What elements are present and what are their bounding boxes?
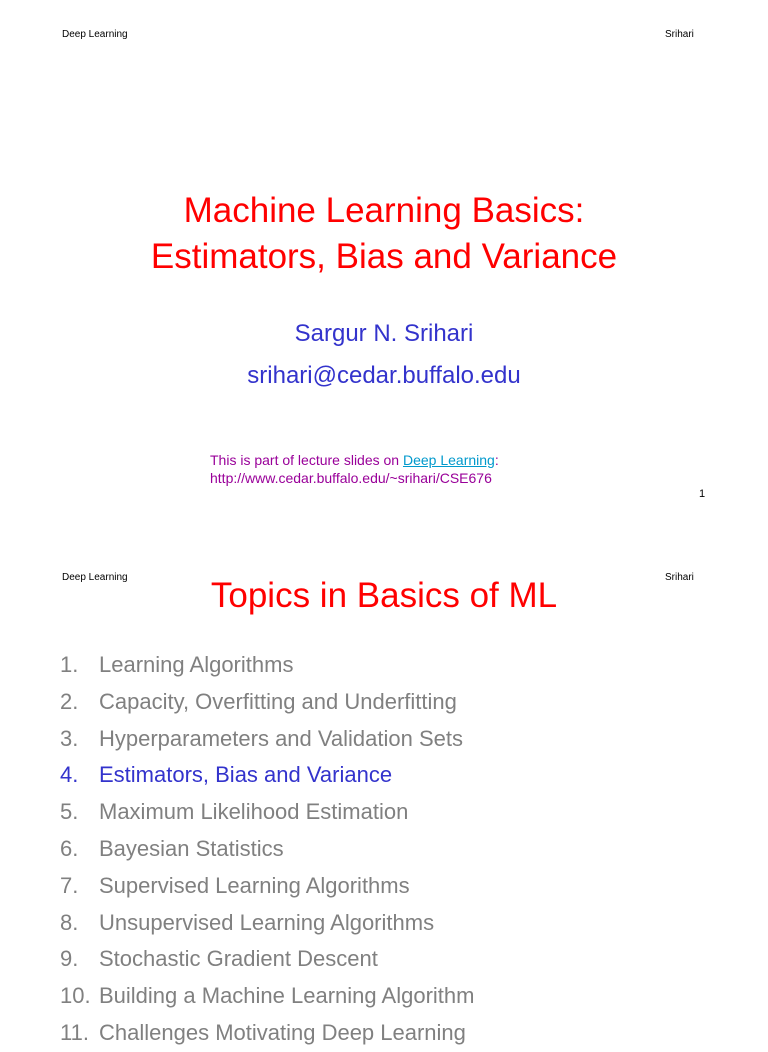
slide1-header-left: Deep Learning [62,29,128,40]
topic-number: 8. [60,909,79,935]
lecture-note-prefix: This is part of lecture slides on [210,452,403,468]
topic-label: Supervised Learning Algorithms [99,872,410,898]
deep-learning-link[interactable]: Deep Learning [402,452,495,468]
topics-list [60,647,474,1052]
slide2-header-right: Srihari [665,572,694,583]
page-number: 1 [699,488,706,500]
topic-item [60,831,474,868]
topic-item [60,905,474,942]
lecture-note [210,451,499,487]
topic-label: Challenges Motivating Deep Learning [99,1019,466,1045]
topic-item [60,684,474,721]
topic-label: Stochastic Gradient Descent [99,946,378,972]
author-email[interactable]: srihari@cedar.buffalo.edu [247,362,521,389]
topic-item [60,978,474,1015]
topic-number: 5. [60,799,79,825]
topic-number: 3. [60,725,79,751]
slide2-title: Topics in Basics of ML [210,576,558,615]
topic-label: Estimators, Bias and Variance [99,762,393,788]
lecture-note-line-1 [210,451,499,469]
topic-label: Learning Algorithms [99,652,294,677]
topic-item [60,721,474,758]
topic-item [60,794,474,831]
lecture-note-suffix: : [494,452,499,468]
topic-item [60,1015,474,1052]
topic-number: 10. [60,983,91,1009]
slide1-header-right: Srihari [665,29,694,40]
topic-label: Hyperparameters and Validation Sets [99,725,464,751]
topic-label: Unsupervised Learning Algorithms [99,909,435,935]
author-block [0,313,768,397]
topic-label: Bayesian Statistics [99,835,284,861]
topic-number: 1. [60,652,79,677]
topic-number: 7. [60,872,79,898]
author-name: Sargur N. Srihari [294,320,474,347]
topic-item [60,868,474,905]
topic-label: Building a Machine Learning Algorithm [99,983,475,1009]
topic-number: 9. [60,946,79,972]
topic-item [60,647,474,684]
lecture-note-url[interactable]: http://www.cedar.buffalo.edu/~srihari/CSE676 [210,470,492,486]
topic-item [60,941,474,978]
topic-item-active [60,757,474,794]
slide1-title-line-2: Estimators, Bias and Variance [150,237,618,276]
topic-label: Capacity, Overfitting and Underfitting [99,688,457,714]
slide1-title-line-1: Machine Learning Basics: [183,191,585,230]
topic-number: 2. [60,688,79,714]
slide2-header-left: Deep Learning [62,572,128,583]
topic-number: 6. [60,835,79,861]
slide1-title [0,188,768,280]
topic-number: 11. [60,1019,89,1045]
topic-label: Maximum Likelihood Estimation [99,799,409,825]
topic-number: 4. [60,762,79,788]
